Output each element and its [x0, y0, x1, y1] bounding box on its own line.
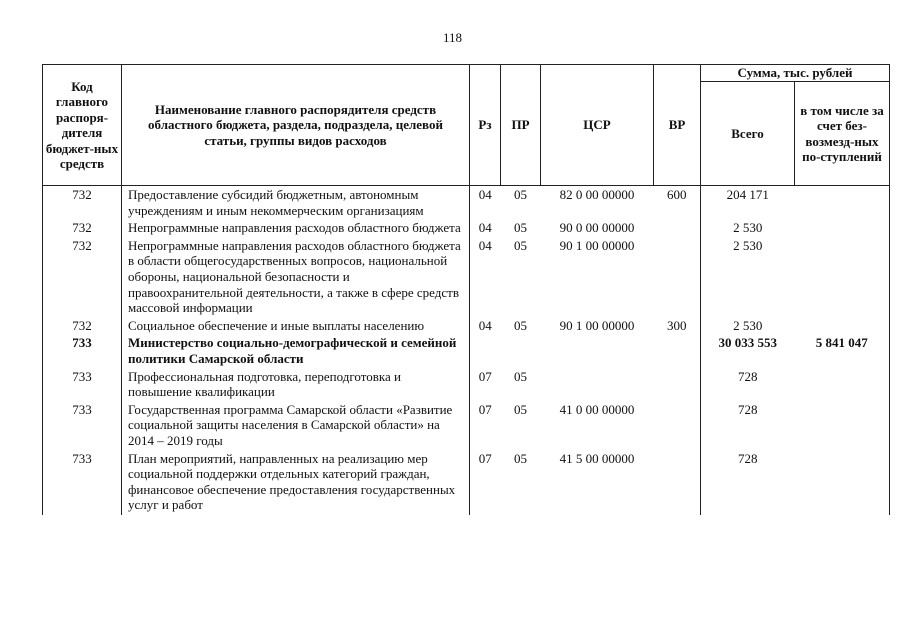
cell-rz: 07	[470, 451, 501, 515]
cell-csr: 41 0 00 00000	[559, 401, 635, 417]
cell-pr: 05	[514, 220, 527, 236]
cell-vr	[654, 369, 701, 402]
table-row	[43, 238, 890, 318]
header-code: Код главного распоря-дителя бюджет-ных средств	[43, 65, 122, 186]
cell-pr: 05	[514, 368, 527, 384]
cell-own	[795, 451, 890, 515]
cell-code: 733	[43, 335, 122, 368]
header-own: в том числе за счет без-возмезд-ных по-ступлений	[795, 82, 890, 186]
cell-csr: 41 5 00 00000	[559, 450, 635, 466]
cell-name: Профессиональная подготовка, переподготовка и повышение квалификации	[122, 369, 470, 402]
cell-csr	[541, 369, 654, 402]
cell-pr	[501, 335, 541, 368]
cell-rz: 07	[470, 402, 501, 451]
cell-rz: 04	[470, 238, 501, 318]
cell-total: 2 530	[701, 318, 795, 336]
cell-code: 733	[43, 402, 122, 451]
header-csr: ЦСР	[541, 65, 654, 186]
cell-rz: 04	[470, 318, 501, 336]
cell-code: 732	[43, 186, 122, 221]
header-total: Всего	[701, 82, 795, 186]
cell-code: 732	[43, 220, 122, 238]
cell-total: 728	[701, 402, 795, 451]
cell-rz	[470, 335, 501, 368]
cell-vr: 600	[667, 187, 687, 202]
cell-name: Социальное обеспечение и иные выплаты населению	[122, 318, 470, 336]
header-sum-group: Сумма, тыс. рублей	[701, 65, 890, 82]
cell-own	[795, 402, 890, 451]
cell-rz: 07	[470, 369, 501, 402]
table-body	[43, 186, 890, 515]
cell-rz: 04	[470, 220, 501, 238]
table-row	[43, 369, 890, 402]
cell-code: 733	[43, 451, 122, 515]
header-pr: ПР	[501, 65, 541, 186]
cell-pr: 05	[514, 450, 527, 466]
cell-code: 733	[43, 369, 122, 402]
cell-code: 732	[43, 238, 122, 318]
cell-name: Непрограммные направления расходов областного бюджета	[122, 220, 470, 238]
cell-total: 30 033 553	[701, 335, 795, 368]
table-row	[43, 335, 890, 368]
header-vr: ВР	[654, 65, 701, 186]
table-row	[43, 451, 890, 515]
cell-pr: 05	[514, 401, 527, 417]
cell-own: 5 841 047	[795, 335, 890, 368]
cell-csr: 90 1 00 00000	[559, 317, 635, 333]
cell-own	[795, 369, 890, 402]
cell-own	[795, 220, 890, 238]
cell-code: 732	[43, 318, 122, 336]
cell-name: Предоставление субсидий бюджетным, автономным учреждениям и иным некоммерческим организациям	[122, 186, 470, 221]
cell-csr: 90 0 00 00000	[559, 220, 635, 236]
cell-vr	[654, 402, 701, 451]
cell-total: 728	[701, 451, 795, 515]
header-name: Наименование главного распорядителя средств областного бюджета, раздела, подраздела, целевой статьи, группы видов расходов	[122, 65, 470, 186]
header-rz: Рз	[470, 65, 501, 186]
cell-pr: 05	[514, 317, 527, 333]
table-row	[43, 402, 890, 451]
cell-name: План мероприятий, направленных на реализацию мер социальной поддержки отдельных категорий граждан, финансовое обеспечение предоставления государственных услуг и работ	[122, 451, 470, 515]
cell-total: 2 530	[701, 238, 795, 318]
cell-csr: 90 1 00 00000	[559, 237, 635, 253]
cell-name: Непрограммные направления расходов областного бюджета в области общегосударственных вопросов, национальной обороны, национальной безопасности и правоохранительной деятельности, а также в сфере средств массовой информации	[122, 238, 470, 318]
table-row	[43, 318, 890, 336]
cell-csr	[541, 335, 654, 368]
cell-name: Министерство социально-демографической и семейной политики Самарской области	[122, 335, 470, 368]
table-row	[43, 220, 890, 238]
cell-total: 2 530	[701, 220, 795, 238]
cell-rz: 04	[470, 186, 501, 221]
cell-csr: 82 0 00 00000	[559, 187, 635, 202]
page-number: 118	[442, 30, 463, 45]
cell-vr	[654, 451, 701, 515]
cell-vr	[654, 220, 701, 238]
table-row	[43, 186, 890, 221]
cell-own	[795, 186, 890, 221]
cell-vr: 300	[667, 317, 687, 333]
cell-own	[795, 318, 890, 336]
cell-vr	[654, 238, 701, 318]
cell-own	[795, 238, 890, 318]
cell-name: Государственная программа Самарской области «Развитие социальной защиты населения в Самарской области» на 2014 – 2019 годы	[122, 402, 470, 451]
cell-total: 204 171	[701, 186, 795, 221]
cell-vr	[654, 335, 701, 368]
budget-table	[42, 64, 890, 515]
cell-pr: 05	[514, 237, 527, 253]
cell-total: 728	[701, 369, 795, 402]
cell-pr: 05	[514, 187, 527, 202]
